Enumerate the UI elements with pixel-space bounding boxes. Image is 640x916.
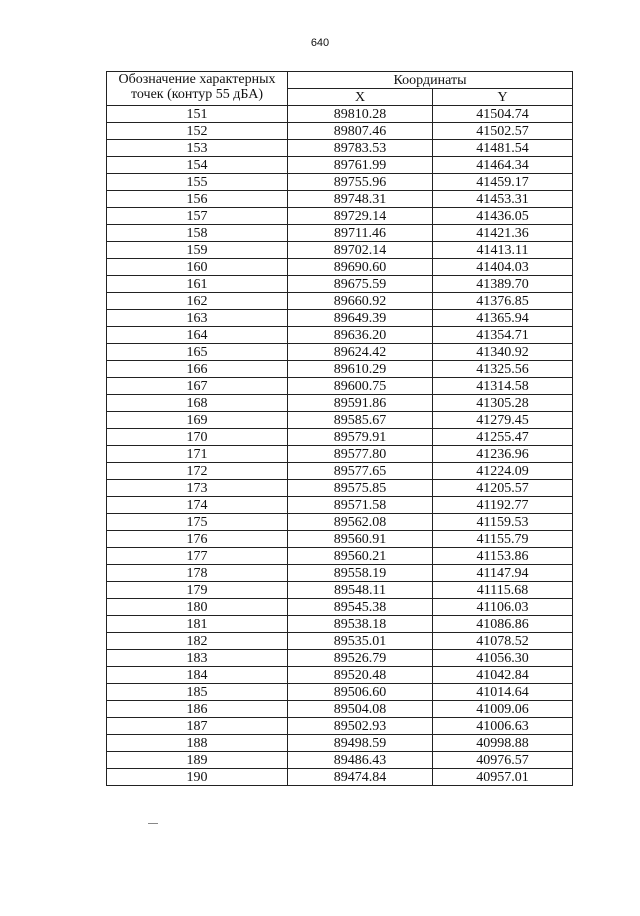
table-row [107,157,573,174]
x-cell: 89636.20 [288,327,433,344]
y-cell: 41205.57 [433,480,573,497]
table-row [107,106,573,123]
y-cell: 41224.09 [433,463,573,480]
x-cell: 89660.92 [288,293,433,310]
x-cell: 89577.65 [288,463,433,480]
table-header [107,72,573,106]
table-row [107,735,573,752]
table-row [107,327,573,344]
table-row [107,276,573,293]
point-cell: 183 [107,650,288,667]
table-row [107,480,573,497]
table-row [107,225,573,242]
table-row [107,514,573,531]
point-cell: 175 [107,514,288,531]
x-cell: 89675.59 [288,276,433,293]
point-cell: 169 [107,412,288,429]
x-cell: 89711.46 [288,225,433,242]
table-row [107,667,573,684]
y-cell: 41459.17 [433,174,573,191]
table-row [107,463,573,480]
point-cell: 187 [107,718,288,735]
point-cell: 184 [107,667,288,684]
x-cell: 89755.96 [288,174,433,191]
y-cell: 41155.79 [433,531,573,548]
x-cell: 89579.91 [288,429,433,446]
point-cell: 152 [107,123,288,140]
y-cell: 41413.11 [433,242,573,259]
table-row [107,191,573,208]
table-row [107,123,573,140]
y-cell: 41236.96 [433,446,573,463]
x-cell: 89504.08 [288,701,433,718]
table-row [107,650,573,667]
point-cell: 185 [107,684,288,701]
table-row [107,684,573,701]
point-cell: 174 [107,497,288,514]
x-cell: 89585.67 [288,412,433,429]
y-cell: 41305.28 [433,395,573,412]
y-cell: 41325.56 [433,361,573,378]
page-number: 640 [310,37,330,49]
point-cell: 181 [107,616,288,633]
table-row [107,701,573,718]
point-cell: 165 [107,344,288,361]
table-body [107,106,573,786]
table-row [107,752,573,769]
y-cell: 41365.94 [433,310,573,327]
y-cell: 41159.53 [433,514,573,531]
point-cell: 178 [107,565,288,582]
table-row [107,412,573,429]
table-row [107,565,573,582]
y-cell: 41147.94 [433,565,573,582]
point-cell: 172 [107,463,288,480]
x-cell: 89810.28 [288,106,433,123]
y-cell: 41340.92 [433,344,573,361]
x-cell: 89545.38 [288,599,433,616]
y-cell: 41421.36 [433,225,573,242]
y-cell: 41464.34 [433,157,573,174]
y-cell: 41106.03 [433,599,573,616]
point-cell: 159 [107,242,288,259]
x-cell: 89548.11 [288,582,433,599]
y-cell: 41354.71 [433,327,573,344]
x-cell: 89807.46 [288,123,433,140]
point-cell: 180 [107,599,288,616]
point-cell: 157 [107,208,288,225]
y-cell: 41153.86 [433,548,573,565]
y-cell: 41504.74 [433,106,573,123]
y-cell: 41115.68 [433,582,573,599]
table-row [107,344,573,361]
point-cell: 171 [107,446,288,463]
point-cell: 153 [107,140,288,157]
y-cell: 41086.86 [433,616,573,633]
y-cell: 41376.85 [433,293,573,310]
x-cell: 89535.01 [288,633,433,650]
x-cell: 89486.43 [288,752,433,769]
point-cell: 156 [107,191,288,208]
scan-mark [148,823,158,824]
x-cell: 89729.14 [288,208,433,225]
x-cell: 89575.85 [288,480,433,497]
point-cell: 167 [107,378,288,395]
x-column-header: X [288,89,433,106]
point-cell: 189 [107,752,288,769]
y-cell: 40998.88 [433,735,573,752]
point-cell: 151 [107,106,288,123]
table-row [107,599,573,616]
table-row [107,582,573,599]
point-cell: 173 [107,480,288,497]
header-row-top [107,72,573,89]
point-cell: 176 [107,531,288,548]
table-row [107,531,573,548]
x-cell: 89761.99 [288,157,433,174]
table-row [107,174,573,191]
y-cell: 41453.31 [433,191,573,208]
point-cell: 186 [107,701,288,718]
point-cell: 164 [107,327,288,344]
x-cell: 89526.79 [288,650,433,667]
x-cell: 89558.19 [288,565,433,582]
point-cell: 177 [107,548,288,565]
coordinates-table [106,71,573,786]
point-cell: 163 [107,310,288,327]
x-cell: 89690.60 [288,259,433,276]
y-cell: 41014.64 [433,684,573,701]
y-cell: 41056.30 [433,650,573,667]
x-cell: 89520.48 [288,667,433,684]
x-cell: 89562.08 [288,514,433,531]
x-cell: 89748.31 [288,191,433,208]
x-cell: 89702.14 [288,242,433,259]
y-cell: 41502.57 [433,123,573,140]
point-cell: 190 [107,769,288,786]
point-cell: 160 [107,259,288,276]
table-row [107,548,573,565]
x-cell: 89571.58 [288,497,433,514]
point-cell: 168 [107,395,288,412]
y-cell: 41192.77 [433,497,573,514]
point-cell: 182 [107,633,288,650]
x-cell: 89560.21 [288,548,433,565]
y-cell: 41481.54 [433,140,573,157]
x-cell: 89474.84 [288,769,433,786]
y-cell: 41042.84 [433,667,573,684]
y-cell: 41078.52 [433,633,573,650]
point-cell: 154 [107,157,288,174]
table-row [107,259,573,276]
point-cell: 179 [107,582,288,599]
point-cell: 166 [107,361,288,378]
y-cell: 41255.47 [433,429,573,446]
point-cell: 170 [107,429,288,446]
y-cell: 41389.70 [433,276,573,293]
table-row [107,242,573,259]
table-row [107,769,573,786]
point-designation-header [107,72,288,106]
table-row [107,718,573,735]
y-cell: 41279.45 [433,412,573,429]
x-cell: 89502.93 [288,718,433,735]
y-cell: 41314.58 [433,378,573,395]
x-cell: 89498.59 [288,735,433,752]
table-row [107,140,573,157]
y-column-header: Y [433,89,573,106]
point-cell: 155 [107,174,288,191]
table-row [107,395,573,412]
y-cell: 41404.03 [433,259,573,276]
x-cell: 89624.42 [288,344,433,361]
y-cell: 40957.01 [433,769,573,786]
table-row [107,497,573,514]
point-cell: 188 [107,735,288,752]
table-row [107,208,573,225]
x-cell: 89506.60 [288,684,433,701]
table-row [107,616,573,633]
x-cell: 89610.29 [288,361,433,378]
x-cell: 89783.53 [288,140,433,157]
table-row [107,446,573,463]
point-cell: 158 [107,225,288,242]
point-header-line-2: точек (контур 55 дБА) [130,87,264,102]
x-cell: 89649.39 [288,310,433,327]
point-cell: 162 [107,293,288,310]
y-cell: 41006.63 [433,718,573,735]
table-row [107,429,573,446]
x-cell: 89591.86 [288,395,433,412]
table-row [107,633,573,650]
x-cell: 89538.18 [288,616,433,633]
x-cell: 89577.80 [288,446,433,463]
table-row [107,310,573,327]
y-cell: 40976.57 [433,752,573,769]
point-cell: 161 [107,276,288,293]
x-cell: 89560.91 [288,531,433,548]
y-cell: 41009.06 [433,701,573,718]
table-row [107,293,573,310]
y-cell: 41436.05 [433,208,573,225]
table-row [107,378,573,395]
coordinates-header: Координаты [288,72,573,89]
table-row [107,361,573,378]
x-cell: 89600.75 [288,378,433,395]
point-header-line-1: Обозначение характерных [118,72,276,87]
